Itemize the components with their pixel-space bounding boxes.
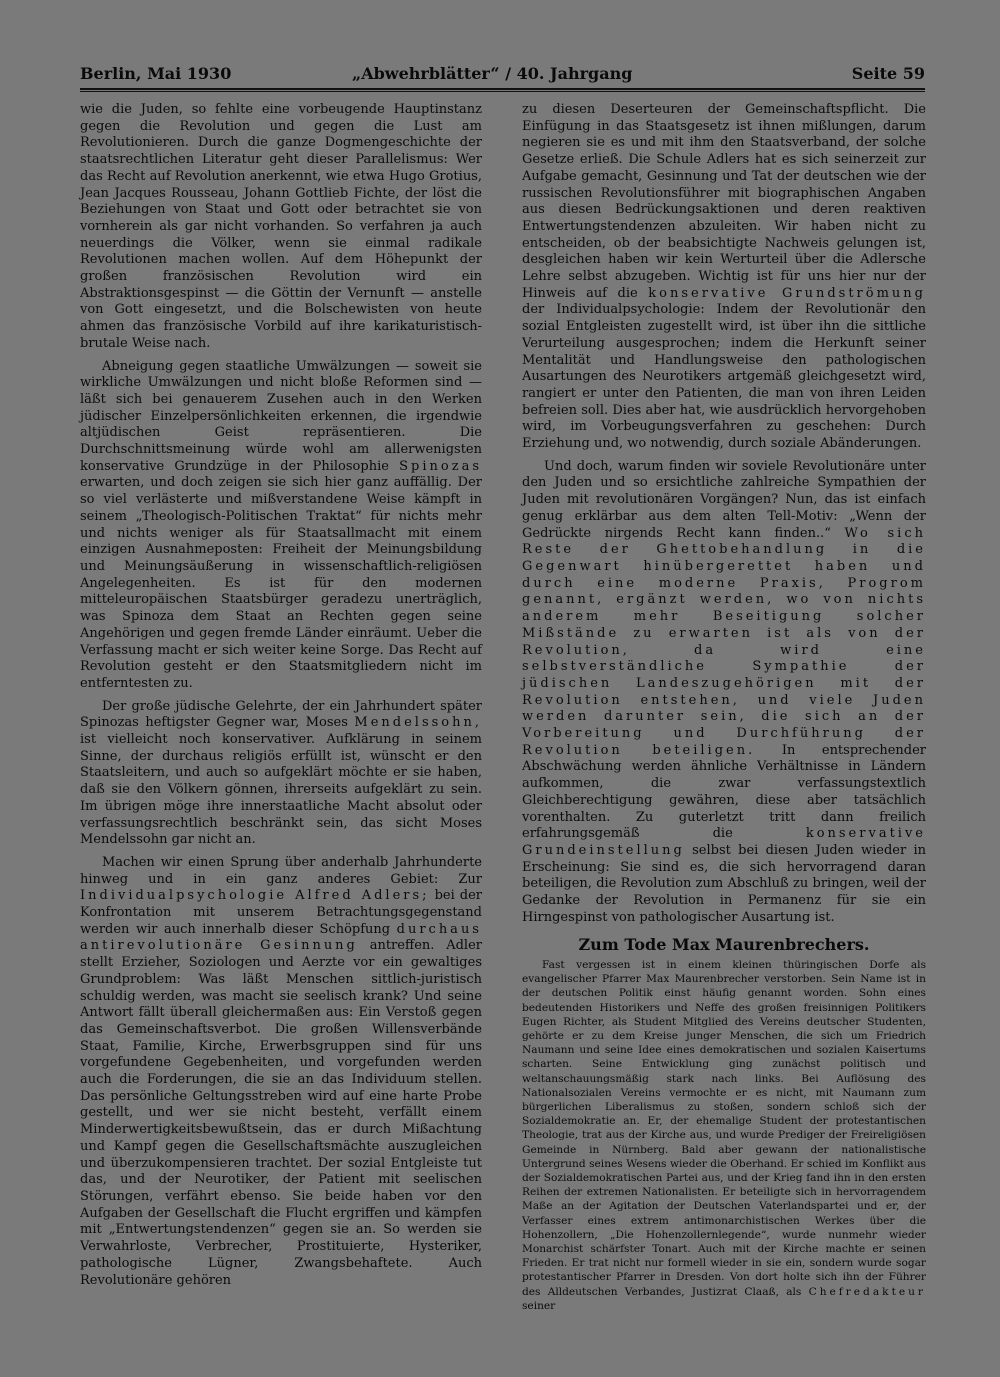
spaced-phrase: durchaus antirevolutionäre Gesinnung bbox=[80, 921, 482, 954]
spaced-name: Spinozas bbox=[399, 458, 482, 474]
header-publication: „Abwehrblätter“ / 40. Jahrgang bbox=[352, 64, 633, 83]
paragraph: Fast vergessen ist in einem kleinen thüringischen Dorfe als evangelischer Pfarrer Max Maurenbrecher verstorben. Sein Name ist in der deutschen Politik einst häufig genannt worden. Sohn eines bedeutenden Historikers und Neffe des großen freisinnigen Politikers Eugen Richter, als Student Mitglied des Vereins deutscher Studenten, gehörte er zu dem Kreise junger Menschen, die sich um Friedrich Naumann und seine Idee eines demokratischen und sozialen Kaisertums scharten. Seine Entwicklung ging zunächst politisch und weltanschauungsmäßig stark nach links. Bei Auflösung des Nationalsozialen Vereins vermochte er es nicht, mit Naumann zum bürgerlichen Liberalismus zu stoßen, sondern schloß sich der Sozialdemokratie an. Er, der ehemalige Student der protestantischen Theologie, trat aus der Kirche aus, und wurde Prediger der Freireligiösen Gemeinde in Nürnberg. Bald aber gewann der nationalistische Untergrund seines Wesens wieder die Oberhand. Er schied im Konflikt aus der Sozialdemokratischen Partei aus, und der Krieg fand ihn in den ersten Reihen der extremen Nationalisten. Er beteiligte sich in hervorragendem Maße an der Agitation der Deutschen Vaterlandspartei und er, der Verfasser eines extrem antimonarchistischen Werkes über die Hohenzollern, „Die Hohenzollernlegende“, wurde nunmehr wieder Monarchist schärfster Tonart. Auch mit der Kirche machte er seinen Frieden. Er trat nicht nur formell wieder in sie ein, sondern wurde sogar protestantischer Pfarrer in Dresden. Von dort holte sich ihn der Führer des Alldeutschen Verbandes, Justizrat Claaß, als Chefredakteur seiner bbox=[522, 959, 926, 1312]
header-rule bbox=[80, 88, 925, 92]
paragraph: zu diesen Deserteuren der Gemeinschaftspflicht. Die Einfügung in das Staatsgesetz ist ihnen mißlungen, darum negieren sie es und mit ihm den Staatsverband, der solche Gesetze erließ. Die Schule Adlers hat es sich seinerzeit zur Aufgabe gemacht, Gesinnung und Tat der deutschen wie der russischen Revolutionsführer mit biographischen Angaben aus diesen Bedrückungsaktionen und deren reaktiven Entwertungstendenzen abzuleiten. Wir haben nicht zu entscheiden, ob der beabsichtigte Nachweis gelungen ist, desgleichen haben wir kein Werturteil über die Adlersche Lehre selbst abzugeben. Wichtig ist für uns hier nur der Hinweis auf die konservative Grundströmung der Individualpsychologie: Indem der Revolutionär den sozial Entgleisten zugestellt wird, ist über ihn die sittliche Verurteilung ausgesprochen; indem die Herkunft seiner Mentalität und Handlungsweise den pathologischen Ausartungen des Neurotikers artgemäß gleichgesetzt wird, rangiert er unter den Patienten, die man von ihren Leiden befreien soll. Dies aber hat, wie ausdrücklich hervorgehoben wird, im Vorbeugungsverfahren zu geschehen: Durch Erziehung und, wo notwendig, durch soziale Abänderungen. bbox=[522, 102, 926, 452]
header-place-date: Berlin, Mai 1930 bbox=[80, 64, 232, 83]
spaced-phrase: konservative Grundströmung bbox=[648, 285, 926, 301]
paragraph: wie die Juden, so fehlte eine vorbeugende Hauptinstanz gegen die Revolution und gegen die Lust am Revolutionieren. Durch die ganze Dogmengeschichte der staatsrechtlichen Literatur geht dieser Parallelismus: Wer das Recht auf Revolution anerkennt, wie etwa Hugo Grotius, Jean Jacques Rousseau, Johann Gottlieb Fichte, der löst die Beziehungen von Staat und Gott oder betrachtet sie von vornherein als gar nicht vorhanden. So verfahren ja auch neuerdings die Völker, wenn sie einmal radikale Revolutionen machen wollen. Auf dem Höhepunkt der großen französischen Revolution wird ein Abstraktionsgespinst — die Göttin der Vernunft — anstelle von Gott eingesetzt, und die Bolschewisten von heute ahmen das französische Vorbild auf ihre karikaturistisch-brutale Weise nach. bbox=[80, 102, 482, 351]
spaced-phrase: konservative Grundeinstellung bbox=[522, 826, 926, 858]
right-column bbox=[522, 102, 926, 926]
spaced-passage: Wo sich Reste der Ghettobehandlung in die Gegenwart hinübergerettet haben und durch eine moderne Praxis, Progrom genannt, ergänzt werden, wo von nichts anderem mehr Beseitigung solcher Mißstände zu erwarten ist als von der Revolution, da wird eine selbstverständliche Sympathie der jüdischen Landeszugehörigen mit der Revolution entstehen, und viele Juden werden darunter sein, die sich an der Vorbereitung und Durchführung der Revolution beteiligen. bbox=[522, 525, 926, 758]
paragraph: Der große jüdische Gelehrte, der ein Jahrhundert später Spinozas heftigster Gegner war, Moses Mendelssohn, ist vielleicht noch konservativer. Aufklärung in seinem Sinne, der durchaus religiös erfüllt ist, wünscht er den Staatsleitern, und auch so aufgeklärt möchte er sie haben, daß sie den Völkern gönnen, ihrerseits aufgeklärt zu sein. Im übrigen möge ihre innerstaatliche Macht absolut oder verfassungsrechtlich beschränkt sein, das sicht Moses Mendelssohn gar nicht an. bbox=[80, 698, 482, 848]
paragraph: Und doch, warum finden wir soviele Revolutionäre unter den Juden und so ersichtliche zahlreiche Sympathien der Juden mit revolutionären Vorgängen? Nun, das ist einfach genug erklärbar aus dem alten Tell-Motiv: „Wenn der Gedrückte nirgends Recht kann finden..“ Wo sich Reste der Ghettobehandlung in die Gegenwart hinübergerettet haben und durch eine moderne Praxis, Progrom genannt, ergänzt werden, wo von nichts anderem mehr Beseitigung solcher Mißstände zu erwarten ist als von der Revolution, da wird eine selbstverständliche Sympathie der jüdischen Landeszugehörigen mit der Revolution entstehen, und viele Juden werden darunter sein, die sich an der Vorbereitung und Durchführung der Revolution beteiligen. In entsprechender Abschwächung werden ähnliche Verhältnisse in Ländern aufkommen, die zwar verfassungstextlich Gleichberechtigung gewähren, diese aber tatsächlich vorenthalten. Zu guterletzt tritt dann freilich erfahrungsgemäß die konservative Grundeinstellung selbst bei diesen Juden wieder in Erscheinung: Sie sind es, die sich hervorragend daran beteiligen, die Revolution zum Abschluß zu bringen, weil der Gedanke der Revolution in Permanenz für sie ein Hirngespinst von pathologischer Ausartung ist. bbox=[522, 458, 927, 925]
left-column bbox=[80, 102, 482, 1289]
header-page-number: Seite 59 bbox=[851, 64, 925, 83]
spaced-name: Mendelssohn, bbox=[354, 715, 482, 731]
spaced-word: Chefredakteur bbox=[808, 1285, 926, 1298]
paragraph: Machen wir einen Sprung über anderhalb Jahrhunderte hinweg und in ein ganz anderes Gebiet: Zur Individualpsychologie Alfred Adlers; bei der Konfrontation mit unserem Betrachtungsgegenstand werden wir auch innerhalb dieser Schöpfung durchaus antirevolutionäre Gesinnung antreffen. Adler stellt Erzieher, Soziologen und Aerzte vor ein gewaltiges Grundproblem: Was läßt Menschen sittlich-juristisch schuldig werden, was macht sie seelisch krank? Und seine Antwort fällt überall gleichermaßen aus: Ein Verstoß gegen das Gemeinschaftsverbot. Die großen Willensverbände Staat, Familie, Kirche, Erwerbsgruppen sind für uns vorgefundene Gegebenheiten, und vorgefunden werden auch die Forderungen, die sie an das Individuum stellen. Das persönliche Geltungsstreben wird auf eine harte Probe gestellt, und wer sie nicht besteht, verfällt einem Minderwertigkeitsbewußtsein, das er durch Mißachtung und Kampf gegen die Gesellschaftsmächte auszugleichen und überzukompensieren trachtet. Der sozial Entgleiste tut das, und der Neurotiker, der Patient mit seelischen Störungen, verfährt ebenso. Sie beide haben vor den Aufgaben der Gesellschaft die Flucht ergriffen und kämpfen mit „Entwertungstendenzen“ gegen sie an. So werden sie Verwahrloste, Verbrecher, Prostituierte, Hysteriker, pathologische Lügner, Zwangsbehaftete. Auch Revolutionäre gehören bbox=[80, 854, 482, 1288]
obituary-article bbox=[522, 958, 926, 1313]
obituary-title: Zum Tode Max Maurenbrechers. bbox=[578, 935, 870, 954]
paragraph: Abneigung gegen staatliche Umwälzungen — soweit sie wirkliche Umwälzungen und nicht bloße Reformen sind — läßt sich bei genauerem Zusehen auch in den Werken jüdischer Einzelpersönlichkeiten erkennen, die irgendwie altjüdischen Geist repräsentieren. Die Durchschnittsmeinung würde wohl am allerwenigsten konservative Grundzüge in der Philosophie Spinozas erwarten, und doch zeigen sie sich hier ganz auffällig. Der so viel verlästerte und mißverstandene Weise kämpft in seinem „Theologisch-Politischen Traktat“ für nichts mehr und nichts weniger als für Staatsallmacht mit einem einzigen Ausnahmeposten: Freiheit der Meinungsbildung und Meinungsäußerung in wissenschaftlich-religiösen Angelegenheiten. Es ist für den modernen mitteleuropäischen Staatsbürger geradezu unerträglich, was Spinoza dem Staat an Rechten gegen seine Angehörigen und gegen fremde Länder einräumt. Ueber die Verfassung macht er sich weiter keine Sorge. Das Recht auf Revolution gesteht er den Staatsmitgliedern nicht im entferntesten zu. bbox=[80, 358, 482, 691]
spaced-phrase: Individualpsychologie Alfred Adlers; bbox=[80, 888, 430, 904]
page-header bbox=[80, 62, 925, 86]
